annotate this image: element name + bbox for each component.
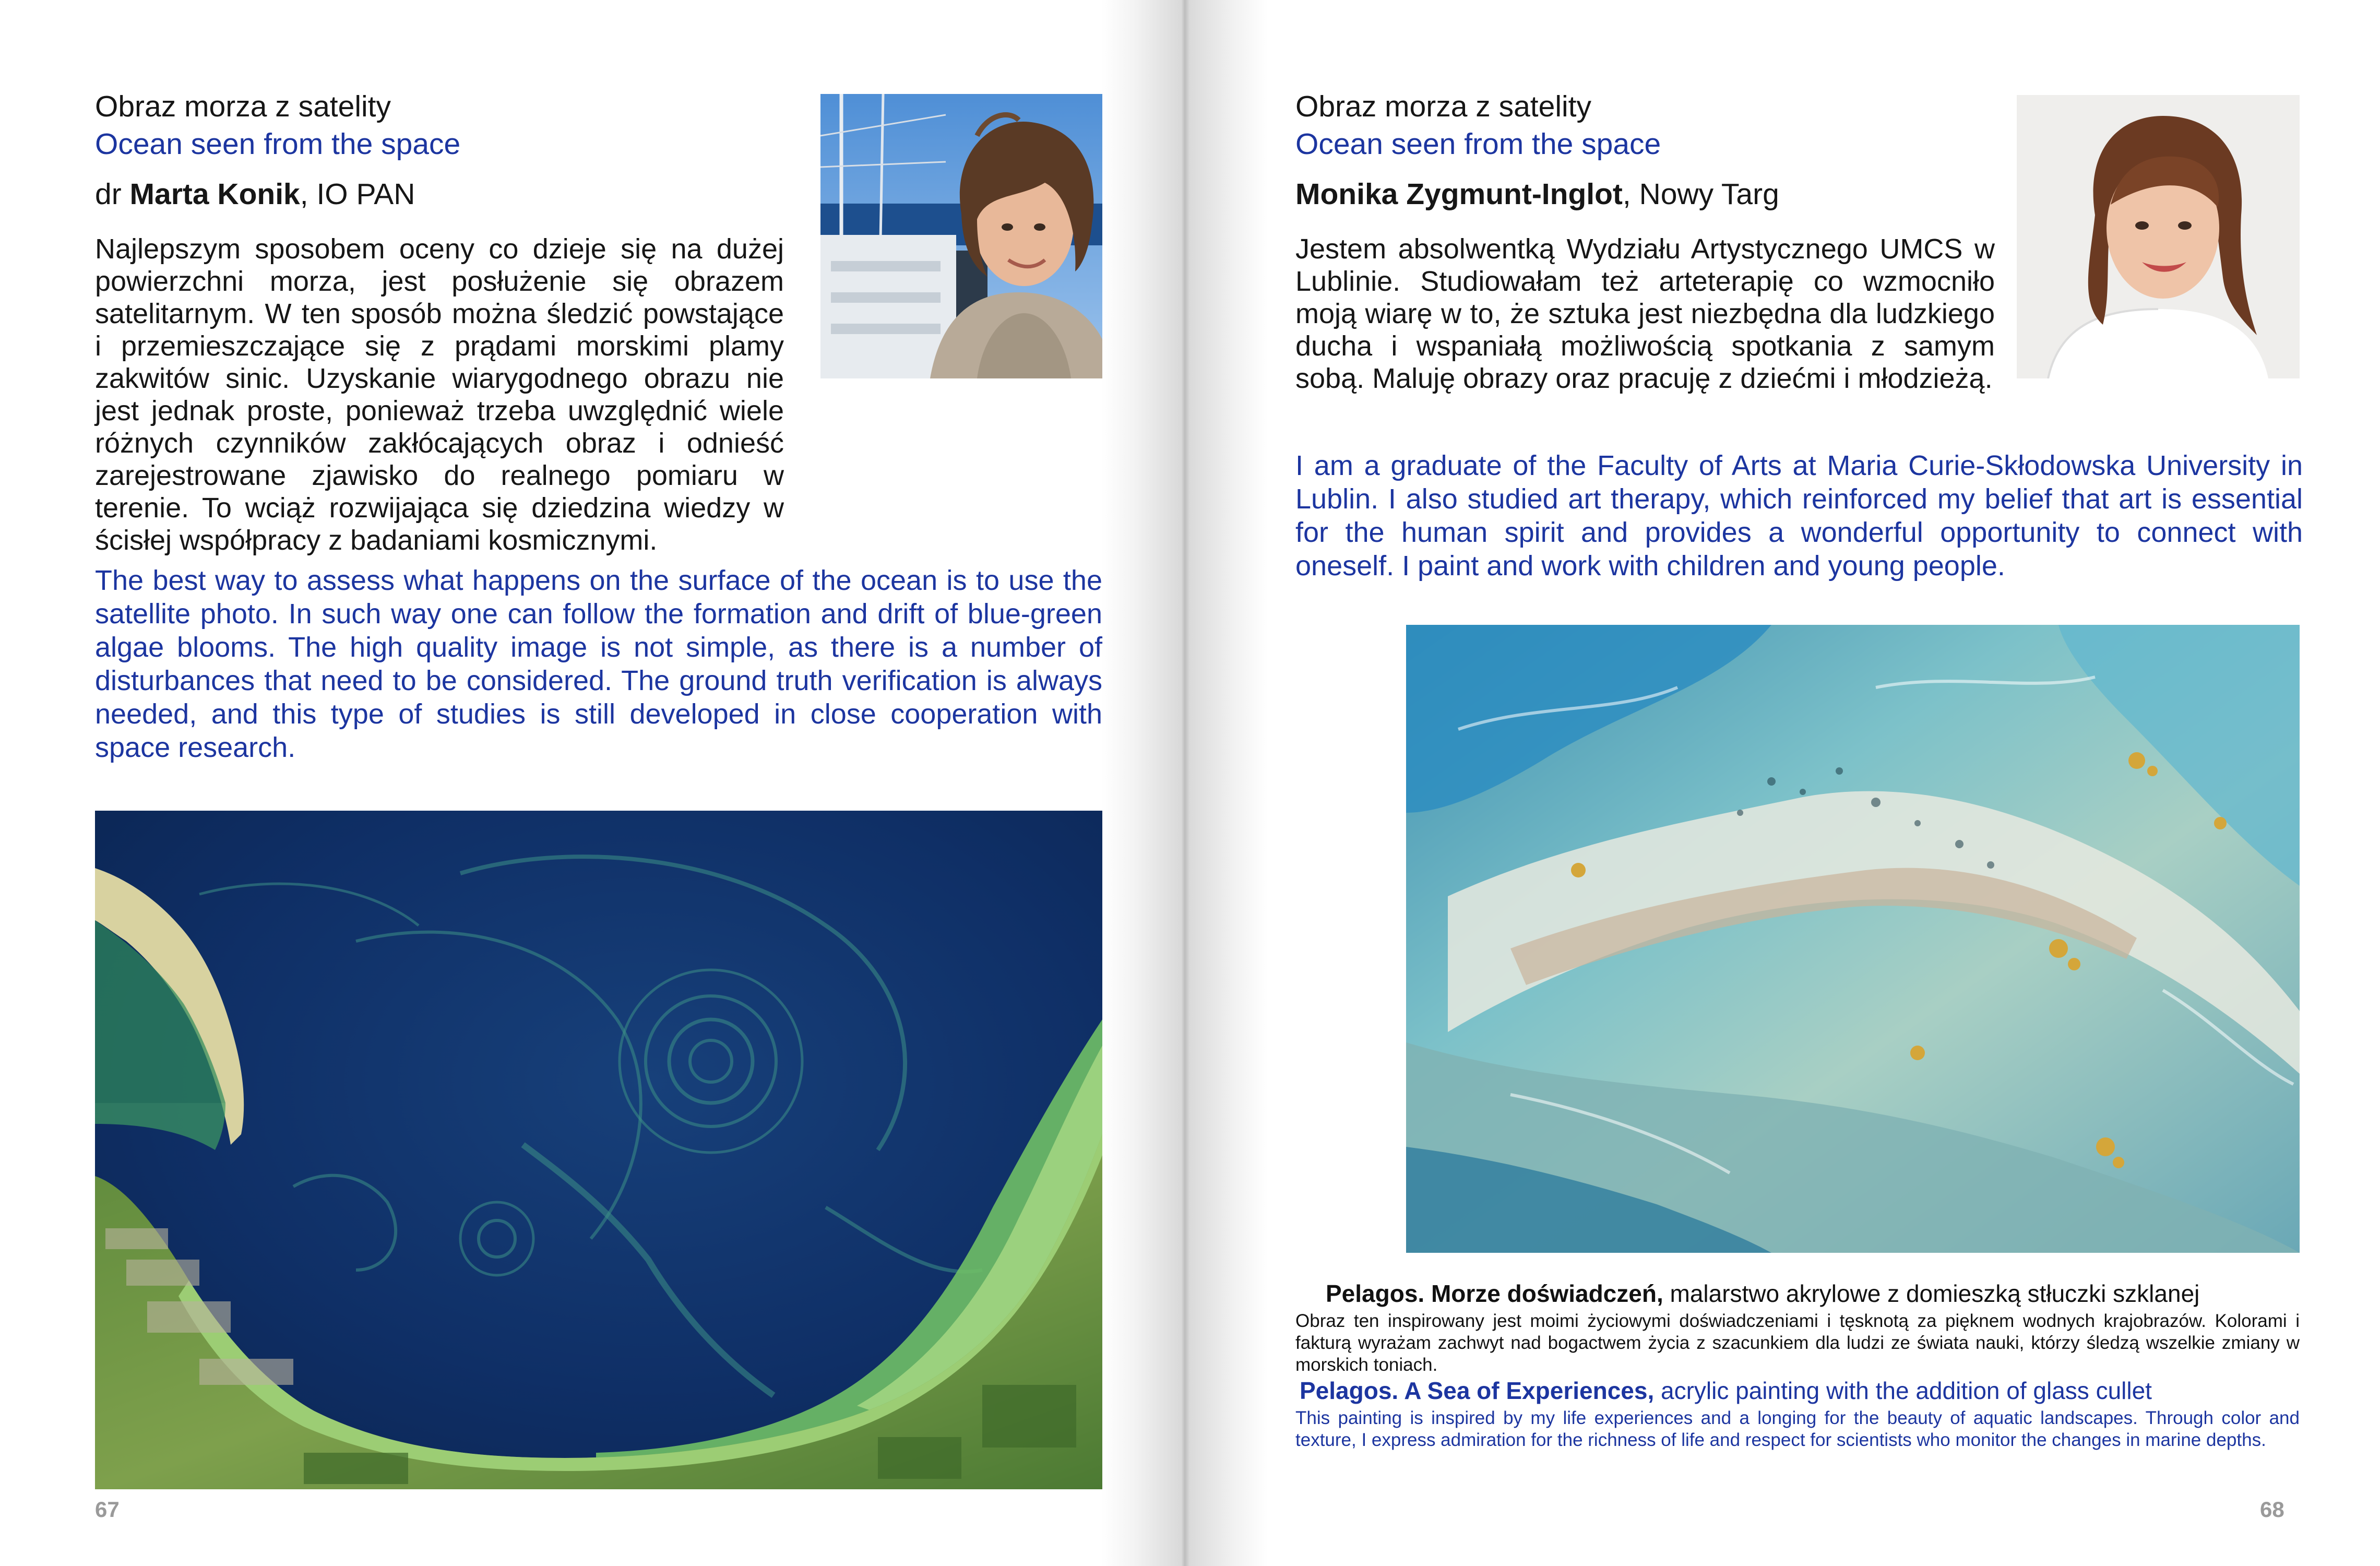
satellite-photo-gulf <box>95 811 1102 1489</box>
author-affiliation: , IO PAN <box>300 177 415 211</box>
caption-polish-work-title: Pelagos. Morze doświadczeń, <box>1326 1280 1663 1307</box>
author-name: Marta Konik <box>129 177 300 211</box>
author-place: , Nowy Targ <box>1622 177 1779 211</box>
page-number-left: 67 <box>95 1497 120 1522</box>
painting-pelagos <box>1406 625 2300 1253</box>
right-kicker-polish: Obraz morza z satelity <box>1295 90 1591 123</box>
right-body-polish: Jestem absolwentką Wydziału Artystycznego UMCS w Lublinie. Studiowałam też arteterapię co wzmocniło moją wiarę w to, że sztuka jest niezbędna dla ludzkiego ducha i wspaniałą możliwością spotkania z samym sobą. Maluję obrazy oraz pracuję z dziećmi i młodzieżą. <box>1295 233 1995 394</box>
left-kicker-english: Ocean seen from the space <box>95 127 461 161</box>
caption-polish-description: Obraz ten inspirowany jest moimi życiowymi doświadczeniami i tęsknotą za pięknem wodnych krajobrazów. Kolorami i fakturą wyrażam zachwyt nad bogactwem życia z szacunkiem dla ludzi ze świata nauki, którzy śledzą wszelkie zmiany w morskich toniach. <box>1295 1311 2300 1375</box>
caption-polish-title <box>1326 1279 2199 1308</box>
left-page <box>0 0 1174 1566</box>
right-page <box>1190 0 2380 1566</box>
left-kicker-polish: Obraz morza z satelity <box>95 90 391 123</box>
portrait-marta-konik <box>820 94 1102 378</box>
caption-polish-medium: malarstwo akrylowe z domieszką stłuczki szklanej <box>1663 1280 2200 1307</box>
left-body-english: The best way to assess what happens on the surface of the ocean is to use the satellite photo. In such way one can follow the formation and drift of blue-green algae blooms. The high quality image is not simple, as there is a number of disturbances that need to be considered. The ground truth verification is always needed, and this type of studies is still developed in close cooperation with space research. <box>95 565 1102 763</box>
portrait-monika-zygmunt-inglot <box>2017 95 2300 378</box>
caption-english-title <box>1300 1376 2152 1405</box>
caption-english-description: This painting is inspired by my life experiences and a longing for the beauty of aquatic landscapes. Through color and texture, I express admiration for the richness of life and respect for scientists who monitor the changes in marine depths. <box>1295 1408 2300 1450</box>
left-body-polish: Najlepszym sposobem oceny co dzieje się na dużej powierzchni morza, jest posłużenie się obrazem satelitarnym. W ten sposób można śledzić powstające i przemieszczające się z prądami morskimi plamy zakwitów sinic. Uzyskanie wiarygodnego obrazu nie jest jednak proste, ponieważ trzeba uwzględnić wiele różnych czynników zakłócających obraz i odnieść zarejestrowane zjawisko do realnego pomiaru w terenie. To wciąż rozwijająca się dziedzina wiedzy w ścisłej współpracy z badaniami kosmicznymi. <box>95 233 784 556</box>
right-kicker-english: Ocean seen from the space <box>1295 127 1661 161</box>
caption-english-medium: acrylic painting with the addition of glass cullet <box>1654 1377 2152 1404</box>
author-name: Monika Zygmunt-Inglot <box>1295 177 1623 211</box>
left-body-polish-wrap <box>95 233 784 556</box>
author-prefix: dr <box>95 177 130 211</box>
right-author <box>1295 175 1779 213</box>
right-body-english: I am a graduate of the Faculty of Arts at Maria Curie-Skłodowska University in Lublin. I also studied art therapy, which reinforced my belief that art is essential for the human spirit and provides a wonderful opportunity to connect with oneself. I paint and work with children and young people. <box>1295 450 2303 582</box>
page-number-right: 68 <box>2260 1497 2284 1522</box>
left-author <box>95 175 415 213</box>
caption-english-work-title: Pelagos. A Sea of Experiences, <box>1300 1377 1655 1404</box>
